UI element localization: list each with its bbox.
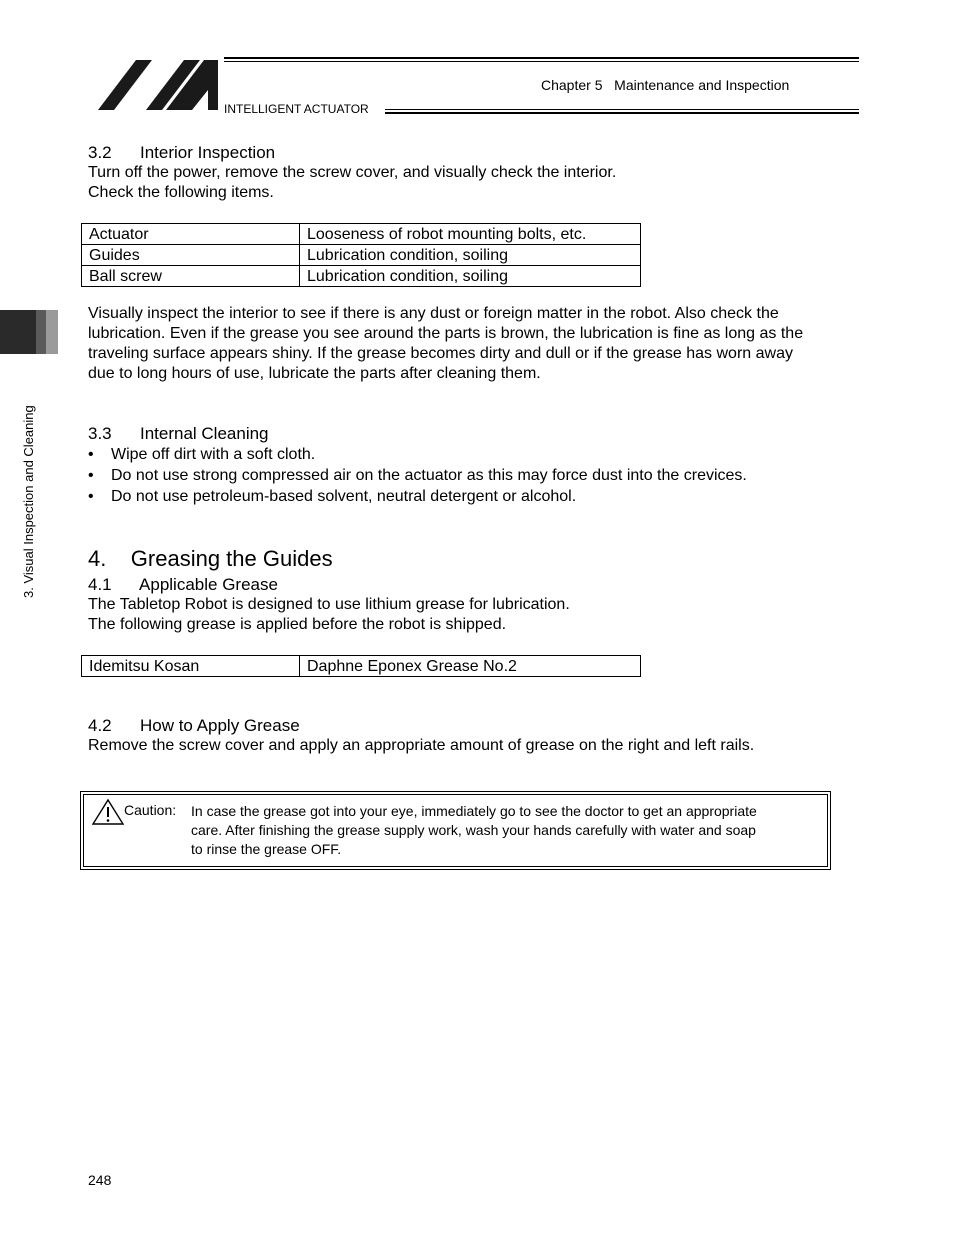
section-3-2-intro-line-2: Check the following items. — [88, 184, 274, 201]
section-4-2-line-1: Remove the screw cover and apply an appropriate amount of grease on the right and left rails. — [88, 737, 755, 754]
list-item-text: Wipe off dirt with a soft cloth. — [111, 446, 316, 463]
table-cell: Looseness of robot mounting bolts, etc. — [300, 224, 641, 245]
page-number: 248 — [88, 1172, 112, 1188]
caution-line: to rinse the grease OFF. — [191, 841, 342, 857]
section-4-1-heading: 4.1 Applicable Grease — [88, 575, 278, 594]
section-4-1-line-2: The following grease is applied before the robot is shipped. — [88, 616, 507, 633]
list-item-text: Do not use petroleum-based solvent, neutral detergent or alcohol. — [111, 488, 577, 505]
table-row — [82, 224, 641, 245]
table-cell: Lubrication condition, soiling — [300, 245, 641, 266]
brand-name: INTELLIGENT ACTUATOR — [224, 102, 369, 116]
section-3-2-heading: 3.2 Interior Inspection — [88, 143, 276, 162]
bullet-icon: • — [88, 467, 94, 484]
chapter-side-tab — [0, 310, 58, 354]
section-3-2-para-line-3: traveling surface appears shiny. If the grease becomes dirty and dull or if the grease has worn away — [88, 345, 793, 362]
section-3-3-heading: 3.3 Internal Cleaning — [88, 424, 269, 443]
table-cell: Daphne Eponex Grease No.2 — [300, 656, 641, 677]
table-cell: Guides — [82, 245, 300, 266]
section-3-2-intro-line-1: Turn off the power, remove the screw cover, and visually check the interior. — [88, 164, 617, 181]
section-4-2-heading: 4.2 How to Apply Grease — [88, 716, 300, 735]
chapter-title: Chapter 5 Maintenance and Inspection — [541, 77, 790, 93]
section-4-1-line-1: The Tabletop Robot is designed to use lithium grease for lubrication. — [88, 596, 570, 613]
bullet-icon: • — [88, 488, 94, 505]
side-section-label: 3. Visual Inspection and Cleaning — [21, 405, 36, 598]
grease-table — [81, 655, 641, 677]
header-rule-top — [224, 57, 859, 62]
table-cell: Idemitsu Kosan — [82, 656, 300, 677]
header-rule-bottom — [385, 109, 859, 114]
caution-box — [80, 791, 831, 870]
warning-triangle-icon — [91, 798, 125, 826]
iai-logo-icon — [96, 58, 220, 112]
section-4-heading: 4. Greasing the Guides — [88, 546, 333, 571]
caution-line: In case the grease got into your eye, immediately go to see the doctor to get an appropriate — [191, 803, 757, 819]
section-3-2-para-line-1: Visually inspect the interior to see if there is any dust or foreign matter in the robot. Also check the — [88, 305, 779, 322]
section-3-2-para-line-4: due to long hours of use, lubricate the parts after cleaning them. — [88, 365, 541, 382]
table-row — [82, 245, 641, 266]
table-row — [82, 266, 641, 287]
section-3-2-para-line-2: lubrication. Even if the grease you see around the parts is brown, the lubrication is fine as long as the — [88, 325, 804, 342]
caution-text — [191, 802, 823, 859]
inspection-items-table — [81, 223, 641, 287]
table-cell: Lubrication condition, soiling — [300, 266, 641, 287]
caution-label: Caution: — [124, 802, 177, 818]
table-cell: Ball screw — [82, 266, 300, 287]
bullet-icon: • — [88, 446, 94, 463]
table-cell: Actuator — [82, 224, 300, 245]
table-row — [82, 656, 641, 677]
caution-line: care. After finishing the grease supply work, wash your hands carefully with water and soap — [191, 822, 756, 838]
list-item-text: Do not use strong compressed air on the actuator as this may force dust into the crevices. — [111, 467, 747, 484]
